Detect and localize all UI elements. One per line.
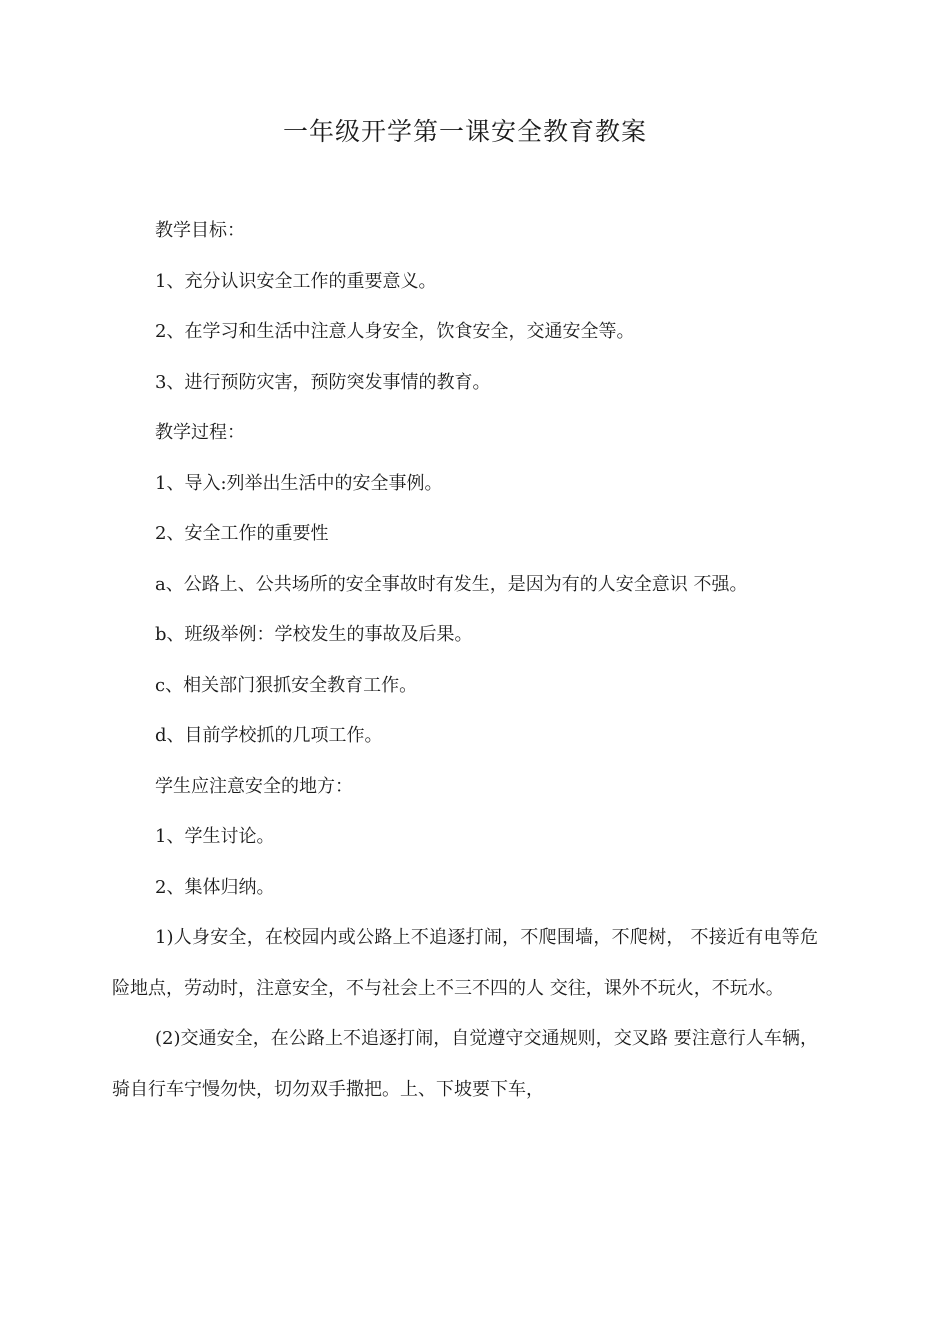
paragraph-safety-places-heading: 学生应注意安全的地方： — [155, 775, 353, 797]
paragraph-item-a: a、公路上、公共场所的安全事故时有发生，是因为有的人安全意识 不强。 — [155, 573, 748, 595]
paragraph-teaching-goals-heading: 教学目标： — [155, 220, 245, 241]
document-title: 一年级开学第一课安全教育教案 — [282, 117, 647, 146]
paragraph-item-c: c、相关部门狠抓安全教育工作。 — [155, 674, 418, 696]
paragraph-traffic-safety: (2)交通安全，在公路上不追逐打闹，自觉遵守交通规则，交叉路 要注意行人车辆，骑自行车宁慢勿快，切勿双手撒把。上、下坡要下车， — [112, 1028, 818, 1100]
paragraph-process-1: 1、导入:列举出生活中的安全事例。 — [155, 472, 443, 494]
paragraph-process-2: 2、安全工作的重要性 — [155, 523, 329, 544]
paragraph-teaching-process-heading: 教学过程： — [155, 422, 245, 443]
paragraph-discussion: 1、学生讨论。 — [155, 826, 275, 847]
paragraph-item-b: b、班级举例：学校发生的事故及后果。 — [155, 624, 473, 645]
paragraph-goal-2: 2、在学习和生活中注意人身安全，饮食安全，交通安全等。 — [155, 321, 635, 342]
document-body — [112, 206, 818, 1115]
paragraph-personal-safety: 1)人身安全，在校园内或公路上不追逐打闹，不爬围墙，不爬树， 不接近有电等危险地点，劳动时，注意安全，不与社会上不三不四的人 交往，课外不玩火，不玩水。 — [112, 927, 818, 999]
paragraph-item-d: d、目前学校抓的几项工作。 — [155, 725, 383, 746]
paragraph-summary: 2、集体归纳。 — [155, 876, 275, 898]
paragraph-goal-3: 3、进行预防灾害，预防突发事情的教育。 — [155, 371, 491, 393]
paragraph-goal-1: 1、充分认识安全工作的重要意义。 — [155, 270, 437, 292]
